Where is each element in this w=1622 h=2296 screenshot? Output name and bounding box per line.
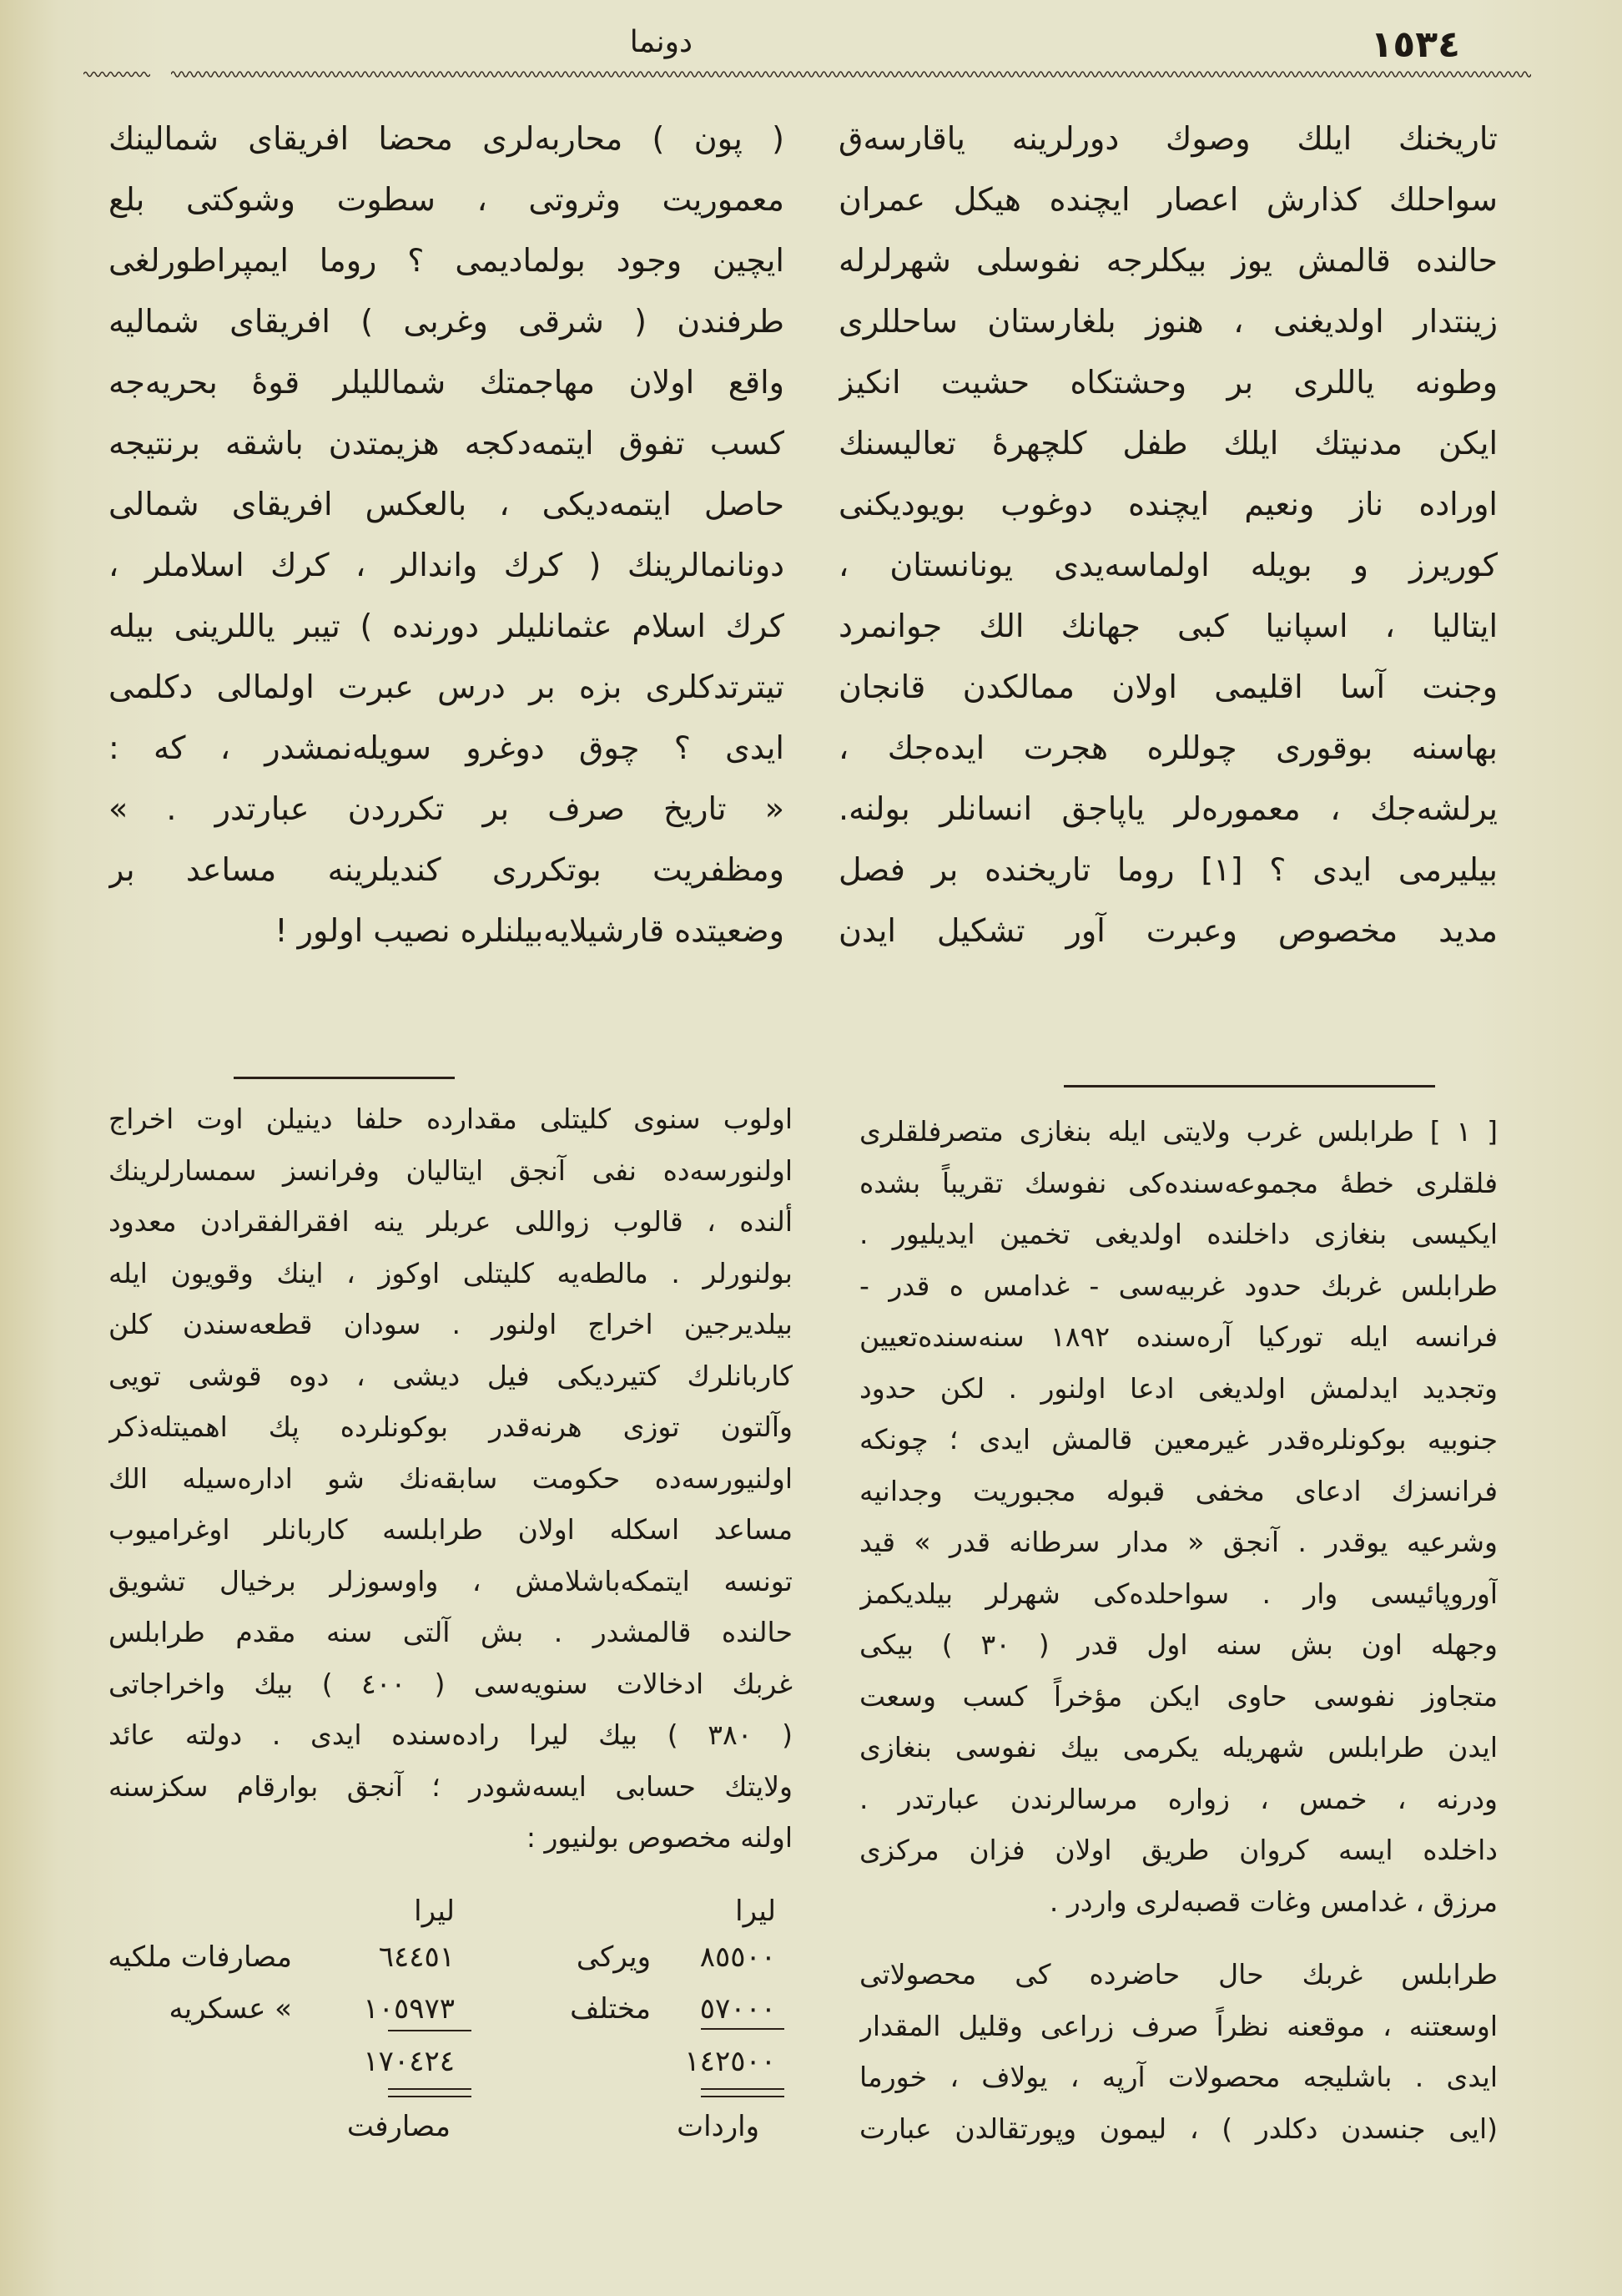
budget-table — [108, 1895, 784, 2262]
page-number: ١٥٣٤ — [1370, 23, 1460, 66]
text-line: غربك ادخالات سنویەسی ( ٤٠٠ ) بیك واخراجاتی — [108, 1667, 793, 1700]
expense-caption: مصارفت — [346, 2110, 451, 2143]
text-line: ( ٣٨٠ ) بیك لیرا رادەسنده ایدی . دولته عائد — [108, 1718, 793, 1751]
text-line: ایتالیا ، اسپانیا كبی جهانك الك جوانمرد — [839, 608, 1498, 644]
text-line: دونانمالرینك ( كرك واندالر ، كرك اسلاملر ، — [108, 547, 784, 583]
expense-row-label: » عسكریه — [169, 1992, 292, 2026]
text-line: بهاسنه بوقوری چوللره هجرت ایدەجك ، — [839, 729, 1498, 766]
wavy-line — [171, 72, 1531, 77]
expense-sum-rule — [388, 2030, 471, 2031]
expense-unit-header: لیرا — [414, 1895, 455, 1928]
text-line: اولنورسەده نفی آنجق ایتالیان وفرانسز سمسارلرینك — [108, 1153, 793, 1187]
running-title: دونما — [629, 25, 693, 59]
text-line: معموریت وثروتی ، سطوت وشوكتی بلع — [108, 181, 784, 218]
text-line: ولایتك حسابی ایسەشودر ؛ آنجق بوارقام سكزسنه — [108, 1769, 793, 1803]
footnote-separator-left — [234, 1077, 455, 1079]
text-line: كسب تفوق ایتمەدكجه هزیمتدن باشقه برنتیجه — [108, 425, 784, 462]
text-line: ایچین وجود بولمادیمی ؟ روما ایمپراطورلغی — [108, 242, 784, 279]
text-line: داخلده ایسه كروان طریق اولان فزان مركزی — [859, 1834, 1498, 1866]
text-line: تاریخنك ایلك وصوك دورلرینه یاقارسەق — [839, 120, 1498, 157]
text-line: وتجدید ایدلمش اولدیغی ادعا اولنور . لكن حدود — [859, 1371, 1498, 1405]
text-line: بیلیرمی ایدی ؟ [١] روما تاریخنده بر فصل — [839, 851, 1498, 888]
expense-row-label: مصارفات ملكیه — [108, 1940, 292, 1974]
text-line: وضعیتده قارشیلایەبیلنلره نصیب اولور ! — [275, 912, 784, 949]
text-line: فرانسزك ادعای مخفی قبوله مجبوریت وجدانیه — [859, 1474, 1498, 1507]
revenue-row-amount: ٨٥٥٠٠ — [699, 1940, 776, 1974]
expense-total-double-rule — [388, 2088, 471, 2097]
revenue-total: ١٤٢٥٠٠ — [684, 2045, 776, 2078]
text-line: « تاریخ صرف بر تكرردن عبارتدر . » — [108, 790, 784, 827]
right-footnote-paragraph-2 — [859, 1949, 1498, 2154]
expense-row-amount: ٦٤٤٥١ — [378, 1940, 455, 1974]
text-line: اولوب سنوی كلیتلی مقدارده حلفا دینیلن اوت اخراج — [108, 1103, 793, 1135]
right-footnote — [859, 1106, 1498, 1927]
text-line: فلقلری خطۀ مجموعەسندەكی نفوسك تقریباً بشده — [859, 1166, 1498, 1199]
text-line: كوریرز و بویله اولماسەیدی یونانستان ، — [839, 547, 1498, 583]
text-line: جنوبیه بوكونلرەقدر غیرمعین قالمش ایدی ؛ چونكه — [859, 1423, 1498, 1456]
text-line: وجنت آسا اقلیمی اولان ممالكدن قانجان — [839, 669, 1498, 705]
text-line: یرلشەجك ، معمورەلر یاپاجق انسانلر بولنه. — [839, 790, 1498, 827]
revenue-caption: واردات — [677, 2110, 759, 2143]
text-line: ( پون ) محاربەلری محضا افریقای شمالینك — [108, 120, 784, 157]
revenue-unit-header: لیرا — [735, 1895, 776, 1928]
text-line: حاصل ایتمەدیكی ، بالعكس افریقای شمالی — [108, 486, 784, 522]
text-line: ایكن مدنیتك ایلك طفل كلچهرۀ تعالیسنك — [839, 425, 1498, 462]
text-line: مدید مخصوص وعبرت آور تشكیل ایدن — [839, 912, 1498, 949]
text-line: حالنده قالمشدر . بش آلتی سنه مقدم طرابلس — [108, 1616, 793, 1648]
revenue-row-amount: ٥٧٠٠٠ — [699, 1992, 776, 2026]
right-column-text — [839, 108, 1498, 961]
text-line: وآلتون توزی هرنەقدر بوكونلرده پك اهمیتلەذكر — [108, 1410, 793, 1443]
expense-row-amount: ١٠٥٩٧٣ — [363, 1992, 455, 2026]
text-line: طرابلس غربك حدود غربیەسی - غدامس ە قدر - — [859, 1269, 1498, 1302]
text-line: فرانسه ایله توركیا آرەسنده ١٨٩٢ سنەسندەتعیین — [859, 1320, 1498, 1353]
text-line: ایدی . باشلیجه محصولات آرپه ، یولاف ، خورما — [859, 2061, 1498, 2093]
text-line: بولنورلر . مالطەیه كلیتلی اوكوز ، اینك وقویون ایله — [108, 1256, 793, 1289]
text-line: ایدن طرابلس شهریله یكرمی بیك نفوسی بنغازی — [859, 1731, 1498, 1764]
footnote-separator-right — [1064, 1085, 1435, 1087]
left-column-text — [108, 108, 784, 961]
text-line: وشرعیه یوقدر . آنجق « مدار سرطانه قدر » قید — [859, 1526, 1498, 1558]
text-line: تونسه ایتمكەباشلامش ، واوسوزلر برخیال تشویق — [108, 1564, 793, 1597]
text-line: متجاوز نفوسی حاوی ایكن مؤخراً كسب وسعت — [859, 1679, 1498, 1713]
text-line: اوسعتنه ، موقعنه نظراً صرف زراعی وقلیل المقدار — [859, 2009, 1498, 2042]
revenue-row-label: ویركی — [576, 1940, 651, 1974]
text-line: كاربانلرك كتیردیكی فیل دیشی ، دوه قوشی تویی — [108, 1359, 793, 1392]
text-line: حالنده قالمش یوز بیكلرجه نفوسلی شهرلرله — [839, 242, 1498, 279]
revenue-total-double-rule — [701, 2088, 784, 2097]
text-line: وجهله اون بش سنه اول قدر ( ٣٠ ) بیكی — [859, 1628, 1498, 1661]
left-footnote — [108, 1093, 793, 1864]
text-line: ایدی ؟ چوق دوغرو سویلەنمشدر ، كه : — [108, 729, 784, 766]
text-line: تیترتدكلری بزه بر درس عبرت اولمالی دكلمی — [108, 669, 784, 705]
text-line: ومظفریت بوتكرری كندیلرینه مساعد بر — [108, 851, 784, 888]
text-line: سواحلك كذارش اعصار ایچنده هیكل عمران — [839, 181, 1498, 218]
text-line: [ ١ ] طرابلس غرب ولایتی ایله بنغازی متصرفلقلری — [859, 1115, 1498, 1148]
text-line: (ایی جنسدن دكلدر ) ، لیمون وپورتقالدن عبارت — [859, 2112, 1498, 2145]
text-line: زینتدار اولدیغنی ، هنوز بلغارستان ساحللری — [839, 303, 1498, 340]
revenue-row-label: مختلف — [570, 1992, 651, 2026]
text-line: ایكیسی بنغازی داخلنده اولدیغی تخمین ایدیلیور . — [859, 1218, 1498, 1250]
text-line: طرابلس غربك حال حاضرده كی محصولاتی — [859, 1958, 1498, 1991]
text-line: واقع اولان مهاجمتك شماللیلر قوۀ بحریەجه — [108, 364, 784, 401]
text-line: ودرنه ، خمس ، زواره مرسالرندن عبارتدر . — [859, 1782, 1498, 1815]
text-line: اوراده ناز ونعیم ایچنده دوغوب بویودیكنی — [839, 486, 1498, 522]
text-line: طرفندن ( شرقی وغربی ) افریقای شمالیه — [108, 303, 784, 340]
header-wavy-rule-left — [83, 68, 150, 80]
text-line: وطونه یاللری بر وحشتكاه حشیت انكیز — [839, 364, 1498, 401]
text-line: بیلدیرجین اخراج اولنور . سودان قطعەسندن كلن — [108, 1308, 793, 1340]
header-wavy-rule — [171, 68, 1531, 80]
expense-total: ١٧٠٤٢٤ — [363, 2045, 455, 2078]
text-line: اولنه مخصوص بولنیور : — [526, 1821, 793, 1854]
text-line: آوروپائیسی وار . سواحلدەكی شهرلر بیلدیكمز — [859, 1577, 1498, 1610]
text-line: ألنده ، قالوب زواللی عربلر ینه افقرالفقرادن معدود — [108, 1205, 793, 1238]
revenue-sum-rule — [701, 2028, 784, 2030]
text-line: مرزق ، غدامس وغات قصبەلری واردر . — [1049, 1885, 1498, 1918]
text-line: مساعد اسكله اولان طرابلسه كاربانلر اوغرامیوب — [108, 1513, 793, 1546]
text-line: اولنیورسەده حكومت سابقەنك شو ادارەسیله الك — [108, 1461, 793, 1495]
text-line: كرك اسلام عثمانلیلر دورنده ) تیبر یاللرینی بیله — [108, 608, 784, 644]
